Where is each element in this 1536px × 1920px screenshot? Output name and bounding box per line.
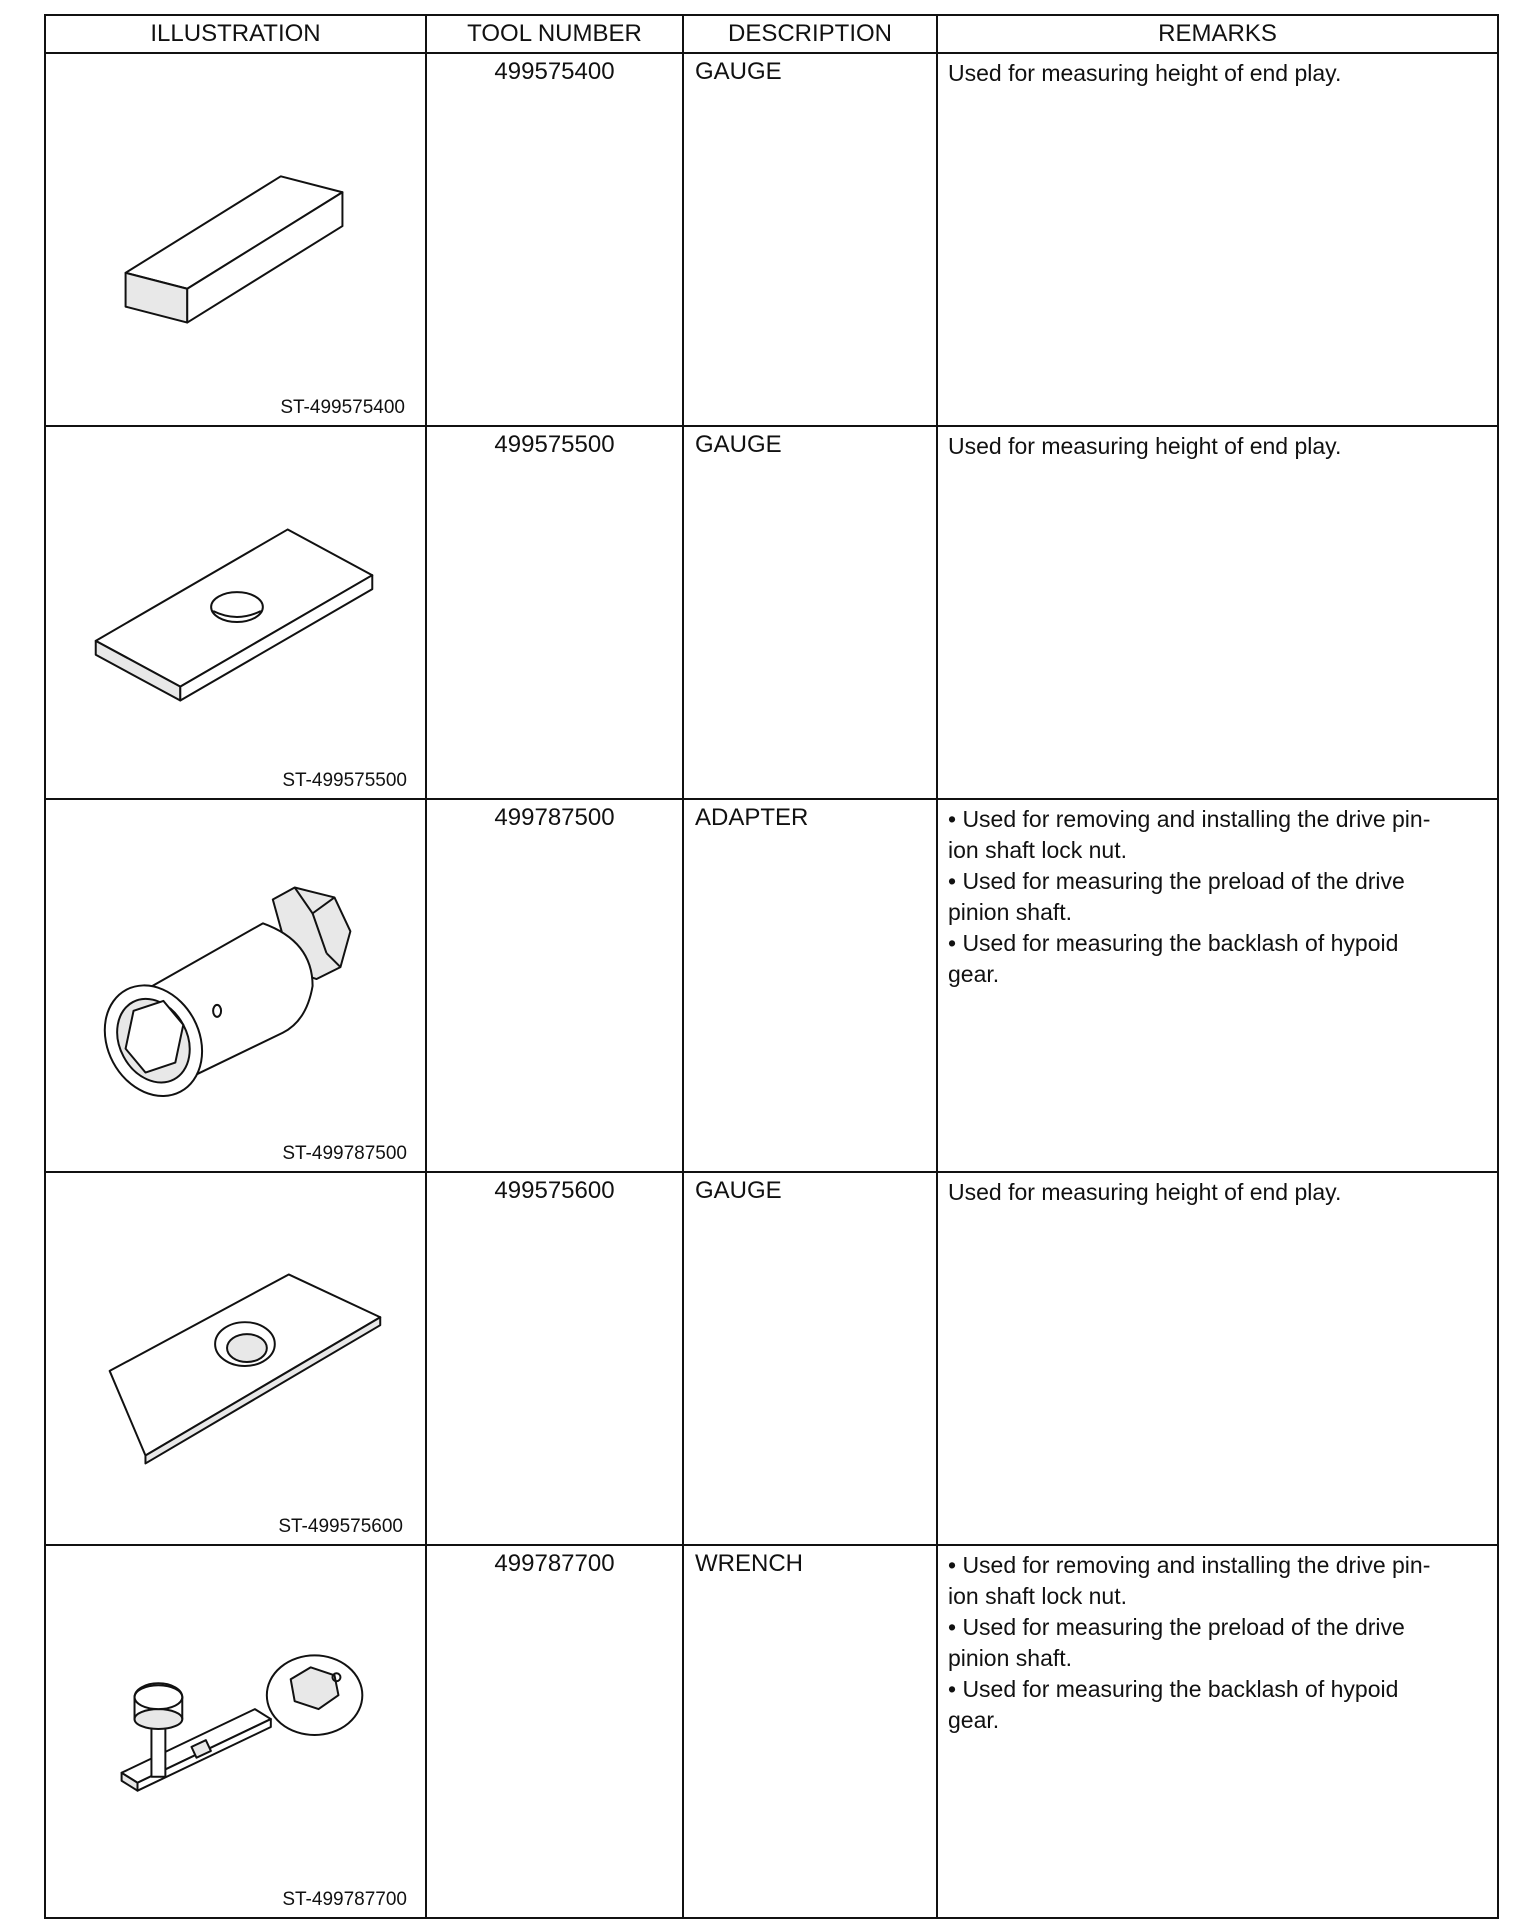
header-illustration: ILLUSTRATION bbox=[45, 15, 426, 53]
remarks-line: Used for measuring height of end play. bbox=[948, 433, 1342, 459]
table-row bbox=[45, 1172, 1498, 1545]
tool-number-cell: 499575500 bbox=[426, 426, 683, 799]
remarks-cell bbox=[937, 1172, 1498, 1545]
illustration-code: ST-499575500 bbox=[282, 770, 407, 791]
illustration-code: ST-499575400 bbox=[280, 397, 405, 418]
description-cell: GAUGE bbox=[683, 1172, 937, 1545]
hex-wrench-icon bbox=[46, 1546, 425, 1917]
gauge-block-icon bbox=[46, 54, 425, 425]
description-cell: GAUGE bbox=[683, 426, 937, 799]
remarks-line: gear. bbox=[948, 961, 1000, 987]
remarks-line: ion shaft lock nut. bbox=[948, 1583, 1127, 1609]
gauge-plate-with-recess-icon bbox=[46, 1173, 425, 1544]
special-tools-table bbox=[44, 14, 1499, 1919]
illustration-cell bbox=[45, 53, 426, 426]
header-tool-number: TOOL NUMBER bbox=[426, 15, 683, 53]
remarks-line: • Used for measuring the backlash of hypoid bbox=[948, 930, 1399, 956]
remarks-line: • Used for removing and installing the drive pin- bbox=[948, 806, 1431, 832]
illustration-cell bbox=[45, 1172, 426, 1545]
remarks-cell bbox=[937, 53, 1498, 426]
hex-socket-adapter-icon bbox=[46, 800, 425, 1171]
remarks-line: gear. bbox=[948, 1707, 1000, 1733]
illustration-cell bbox=[45, 1545, 426, 1918]
description-cell: GAUGE bbox=[683, 53, 937, 426]
tool-number-cell: 499787700 bbox=[426, 1545, 683, 1918]
remarks-line: Used for measuring height of end play. bbox=[948, 60, 1342, 86]
table-row bbox=[45, 53, 1498, 426]
header-description: DESCRIPTION bbox=[683, 15, 937, 53]
description-cell: WRENCH bbox=[683, 1545, 937, 1918]
remarks-cell bbox=[937, 1545, 1498, 1918]
tool-number-cell: 499575600 bbox=[426, 1172, 683, 1545]
header-remarks: REMARKS bbox=[937, 15, 1498, 53]
remarks-line: • Used for measuring the preload of the drive bbox=[948, 868, 1405, 894]
table-row bbox=[45, 799, 1498, 1172]
remarks-line: • Used for measuring the preload of the drive bbox=[948, 1614, 1405, 1640]
gauge-plate-with-hole-icon bbox=[46, 427, 425, 798]
description-cell: ADAPTER bbox=[683, 799, 937, 1172]
illustration-code: ST-499575600 bbox=[278, 1516, 403, 1537]
illustration-cell bbox=[45, 426, 426, 799]
remarks-line: Used for measuring height of end play. bbox=[948, 1179, 1342, 1205]
tool-number-cell: 499575400 bbox=[426, 53, 683, 426]
tool-number-cell: 499787500 bbox=[426, 799, 683, 1172]
remarks-cell bbox=[937, 426, 1498, 799]
table-row bbox=[45, 426, 1498, 799]
table-row bbox=[45, 1545, 1498, 1918]
illustration-cell bbox=[45, 799, 426, 1172]
table-header-row bbox=[45, 15, 1498, 53]
illustration-code: ST-499787500 bbox=[282, 1143, 407, 1164]
remarks-cell bbox=[937, 799, 1498, 1172]
illustration-code: ST-499787700 bbox=[282, 1889, 407, 1910]
remarks-line: • Used for measuring the backlash of hypoid bbox=[948, 1676, 1399, 1702]
remarks-line: • Used for removing and installing the drive pin- bbox=[948, 1552, 1431, 1578]
remarks-line: pinion shaft. bbox=[948, 1645, 1073, 1671]
remarks-line: pinion shaft. bbox=[948, 899, 1073, 925]
remarks-line: ion shaft lock nut. bbox=[948, 837, 1127, 863]
